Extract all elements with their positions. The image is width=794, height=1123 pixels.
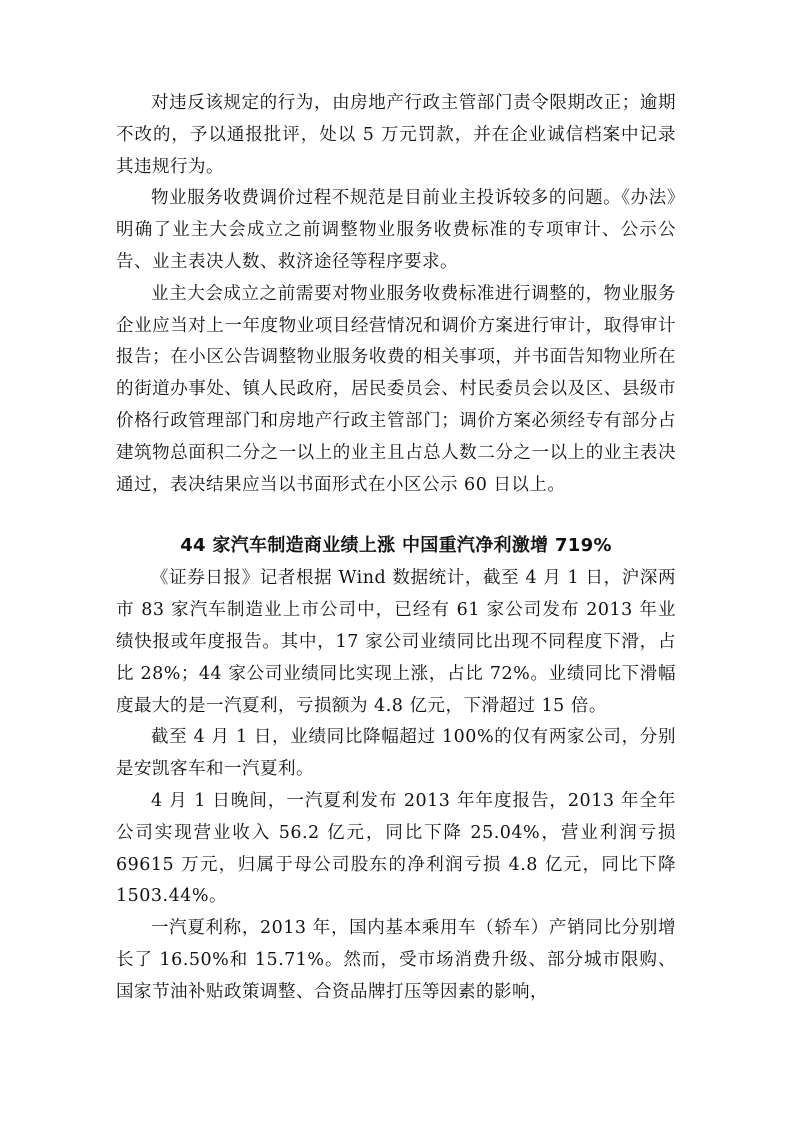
paragraph-largest-decline: 截至 4 月 1 日，业绩同比降幅超过 100%的仅有两家公司，分别是安凯客车和一汽夏利。 xyxy=(116,727,676,780)
article-headline: 44 家汽车制造商业绩上涨 中国重汽净利激增 719% xyxy=(180,535,612,557)
paragraph-faw-xiali-statement: 一汽夏利称，2013 年，国内基本乘用车（轿车）产销同比分别增长了 16.50%和 15.71%。然而，受市场消费升级、部分城市限购、国家节油补贴政策调整、合资品牌打压等因素的影响， xyxy=(116,918,676,1002)
paragraph-wind-statistics: 《证券日报》记者根据 Wind 数据统计，截至 4 月 1 日，沪深两市 83 家汽车制造业上市公司中，已经有 61 家公司发布 2013 年业绩快报或年度报告。其中，17 家公司业绩同比出现不同程度下滑，占比 28%；44 家公司业绩同比实现上涨，占比 72%。业绩同比下滑幅度最大的是一汽夏利，亏损额为 4.8 亿元，下滑超过 15 倍。 xyxy=(116,568,676,716)
paragraph-faw-xiali-report: 4 月 1 日晚间，一汽夏利发布 2013 年年度报告，2013 年全年公司实现营业收入 56.2 亿元，同比下降 25.04%，营业利润亏损 69615 万元，归属于母公司股东的净利润亏损 4.8 亿元，同比下降 1503.44%。 xyxy=(116,790,676,907)
paragraph-fee-adjustment-issue: 物业服务收费调价过程不规范是目前业主投诉较多的问题。《办法》明确了业主大会成立之前调整物业服务收费标准的专项审计、公示公告、业主表决人数、救济途径等程序要求。 xyxy=(116,188,676,272)
paragraph-penalty: 对违反该规定的行为，由房地产行政主管部门责令限期改正；逾期不改的，予以通报批评，处以 5 万元罚款，并在企业诚信档案中记录其违规行为。 xyxy=(116,93,676,177)
document-page xyxy=(116,88,676,1009)
paragraph-fee-adjustment-procedure: 业主大会成立之前需要对物业服务收费标准进行调整的，物业服务企业应当对上一年度物业项目经营情况和调价方案进行审计，取得审计报告；在小区公告调整物业服务收费的相关事项，并书面告知物业所在的街道办事处、镇人民政府，居民委员会、村民委员会以及区、县级市价格行政管理部门和房地产行政主管部门；调价方案必须经专有部分占建筑物总面积二分之一以上的业主且占总人数二分之一以上的业主表决通过，表决结果应当以书面形式在小区公示 60 日以上。 xyxy=(116,283,676,495)
